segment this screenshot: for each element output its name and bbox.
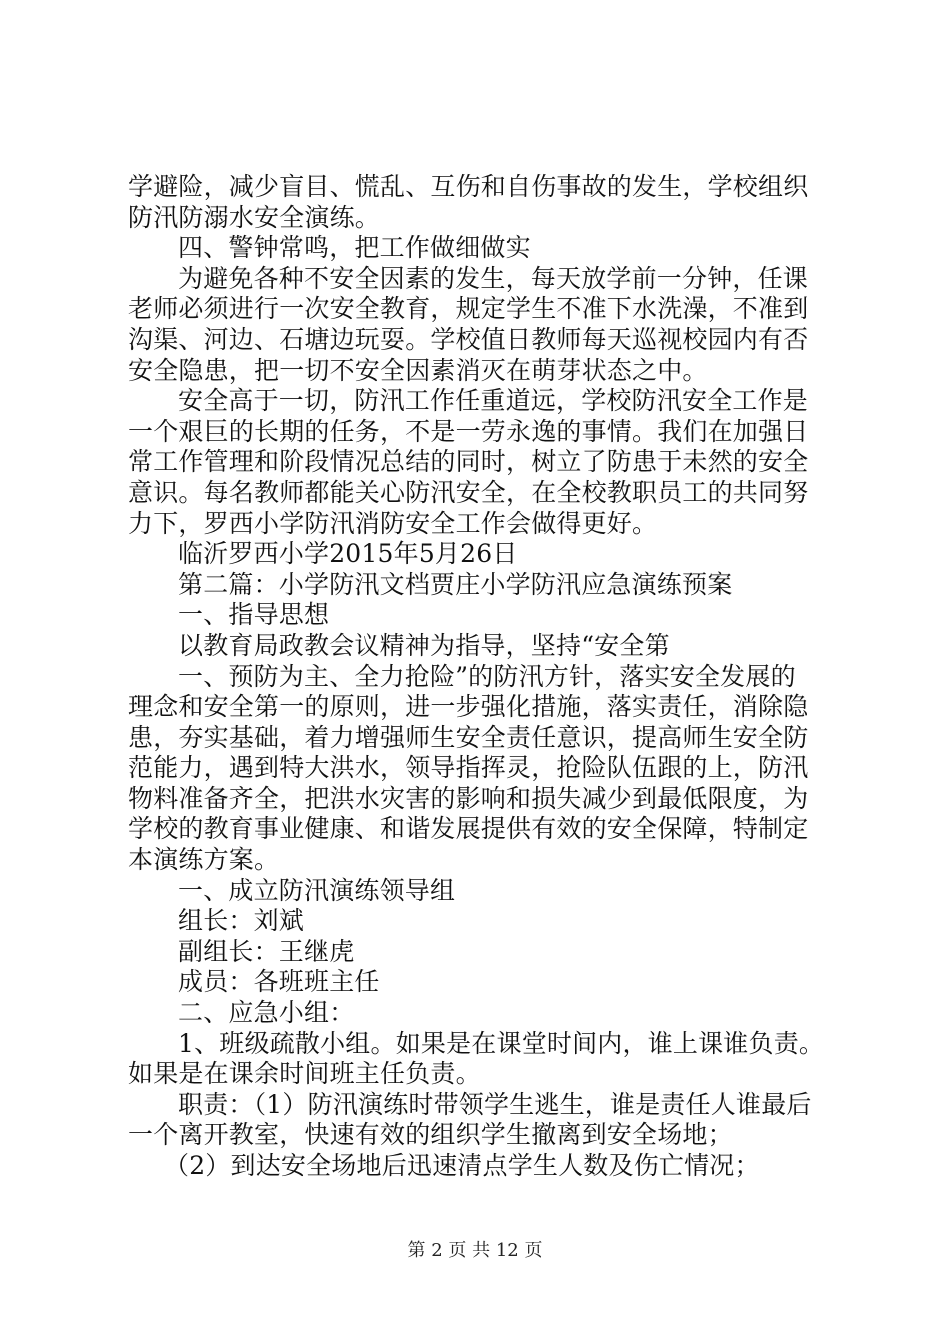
- paragraph-start: 以教育局政教会议精神为指导，坚持“安全第: [178, 630, 670, 660]
- text-line: 一个艰巨的长期的任务，不是一劳永逸的事情。我们在加强日: [128, 416, 809, 446]
- paragraph-start: （2）到达安全场地后迅速清点学生人数及伤亡情况；: [164, 1151, 760, 1180]
- text-line: 安全隐患，把一切不安全因素消灭在萌芽状态之中。: [128, 355, 708, 385]
- text-line: 沟渠、河边、石塘边玩耍。学校值日教师每天巡视校园内有否: [128, 324, 809, 354]
- text-line: 物料准备齐全，把洪水灾害的影响和损失减少到最低限度，为: [128, 783, 809, 813]
- section-heading: 四、警钟常鸣，把工作做细做实: [178, 233, 531, 263]
- page-number-footer: 第 2 页 共 12 页: [407, 1240, 543, 1261]
- chapter-title: 第二篇：小学防汛文档贾庄小学防汛应急演练预案: [178, 569, 733, 599]
- paragraph-start: 安全高于一切，防汛工作任重道远，学校防汛安全工作是: [178, 386, 809, 416]
- paragraph-start: 一、预防为主、全力抢险”的防汛方针，落实安全发展的: [178, 661, 796, 691]
- section-heading: 一、指导思想: [178, 600, 330, 630]
- paragraph-start: 1、班级疏散小组。如果是在课堂时间内，谁上课谁负责。: [178, 1028, 825, 1058]
- text-line: 学校的教育事业健康、和谐发展提供有效的安全保障，特制定: [128, 814, 809, 844]
- text-line: 患，夯实基础，着力增强师生安全责任意识，提高师生安全防: [128, 722, 809, 752]
- text-line: 意识。每名教师都能关心防汛安全，在全校教职员工的共同努: [128, 477, 809, 507]
- text-line: 防汛防溺水安全演练。: [128, 202, 381, 232]
- list-item: 副组长：王继虎: [178, 936, 355, 966]
- text-line: 力下，罗西小学防汛消防安全工作会做得更好。: [128, 508, 658, 538]
- text-line: 学避险，减少盲目、慌乱、互伤和自伤事故的发生，学校组织: [128, 172, 809, 201]
- list-item: 成员：各班班主任: [178, 967, 380, 997]
- section-heading: 二、应急小组：: [178, 998, 355, 1028]
- signature-date: 临沂罗西小学2015年5月26日: [178, 539, 518, 569]
- text-line: 本演练方案。: [128, 845, 280, 875]
- paragraph-start: 为避免各种不安全因素的发生，每天放学前一分钟，任课: [178, 263, 809, 293]
- list-item: 组长：刘斌: [178, 906, 305, 936]
- text-line: 范能力，遇到特大洪水，领导指挥灵，抢险队伍跟的上，防汛: [128, 753, 809, 783]
- section-heading: 一、成立防汛演练领导组: [178, 875, 456, 905]
- document-body: [128, 172, 828, 1182]
- text-line: 常工作管理和阶段情况总结的同时，树立了防患于未然的安全: [128, 447, 809, 477]
- text-line: 老师必须进行一次安全教育，规定学生不准下水洗澡，不准到: [128, 294, 809, 324]
- text-line: 一个离开教室，快速有效的组织学生撤离到安全场地；: [128, 1120, 733, 1150]
- text-line: 如果是在课余时间班主任负责。: [128, 1059, 481, 1089]
- paragraph-start: 职责：（1）防汛演练时带领学生逃生，谁是责任人谁最后: [178, 1089, 812, 1119]
- text-line: 理念和安全第一的原则，进一步强化措施，落实责任，消除隐: [128, 692, 809, 722]
